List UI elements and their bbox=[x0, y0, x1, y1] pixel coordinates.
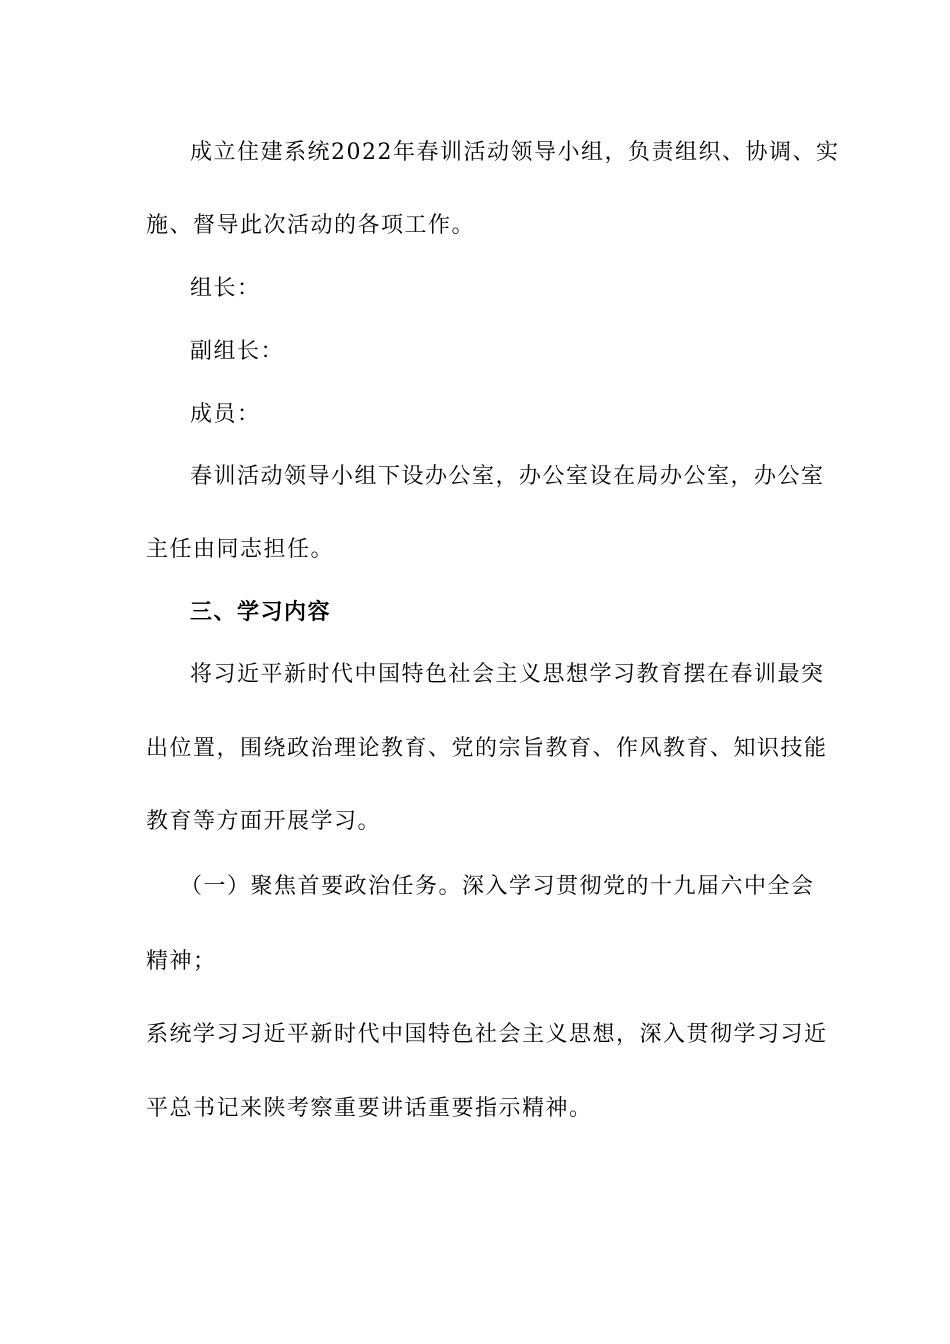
paragraph-line: 系统学习习近平新时代中国特色社会主义思想，深入贯彻学习习近 bbox=[146, 1022, 828, 1047]
paragraph-line: 将习近平新时代中国特色社会主义思想学习教育摆在春训最突 bbox=[190, 662, 825, 687]
members-label: 成员： bbox=[190, 402, 261, 427]
leader-label: 组长： bbox=[190, 276, 261, 301]
section-heading: 三、学习内容 bbox=[190, 600, 332, 625]
subsection-line: （一）聚焦首要政治任务。深入学习贯彻党的十九届六中全会 bbox=[180, 874, 815, 899]
paragraph-line: 春训活动领导小组下设办公室，办公室设在局办公室，办公室 bbox=[190, 464, 825, 489]
paragraph-line: 平总书记来陕考察重要讲话重要指示精神。 bbox=[146, 1096, 593, 1121]
paragraph-line: 教育等方面开展学习。 bbox=[146, 809, 382, 834]
paragraph-line: 施、督导此次活动的各项工作。 bbox=[146, 213, 476, 238]
paragraph-line: 精神； bbox=[146, 949, 217, 974]
deputy-leader-label: 副组长： bbox=[190, 339, 285, 364]
paragraph-line: 主任由同志担任。 bbox=[146, 537, 335, 562]
paragraph-line: 出位置，围绕政治理论教育、党的宗旨教育、作风教育、知识技能 bbox=[146, 736, 828, 761]
paragraph-line: 成立住建系统2022年春训活动领导小组，负责组织、协调、实 bbox=[190, 140, 840, 165]
